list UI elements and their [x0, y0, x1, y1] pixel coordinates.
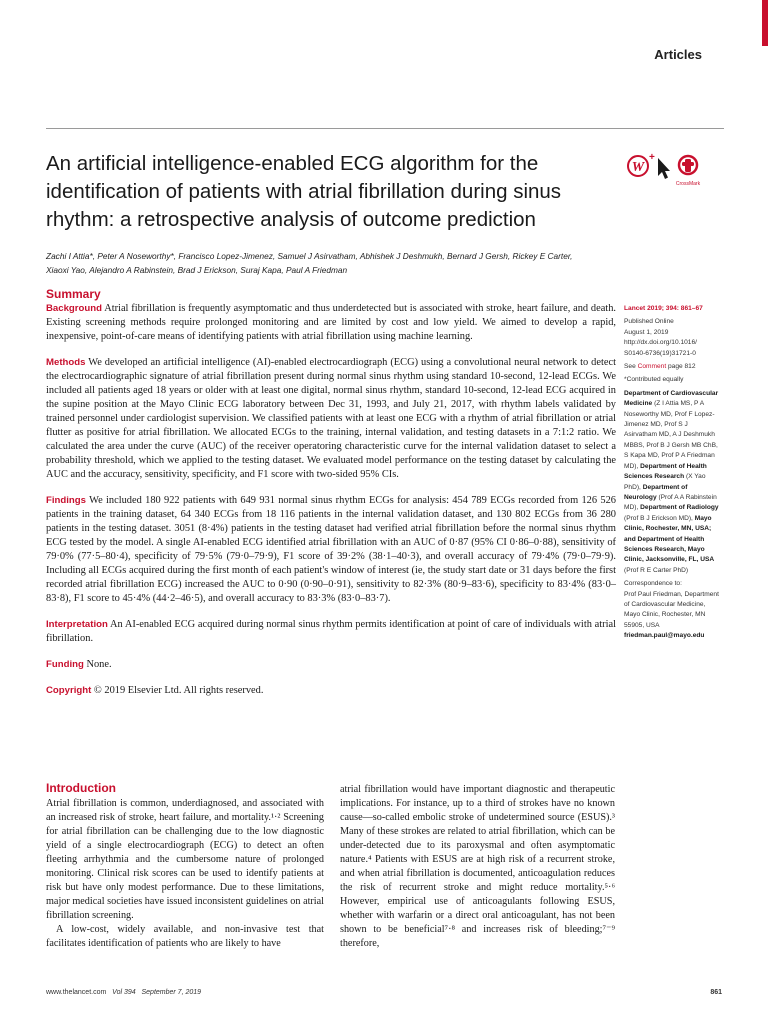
- abstract-funding: [46, 658, 616, 672]
- abstract: [46, 302, 616, 710]
- background-text: Atrial fibrillation is frequently asymptomatic and thus underdetected but is associated with stroke, heart failure, and death. Existing screening methods require prolonged monitoring and are limited by cost and low yield. We aimed to develop a rapid, inexpensive, point-of-care means of identifying patients with atrial fibrillation using machine learning.: [46, 303, 616, 342]
- page-number: 861: [710, 989, 722, 996]
- affiliation-institutions: Mayo Clinic, Rochester, MN, USA; and Department of Health Sciences Research, Mayo Clinic, Jacksonville, FL, USA: [624, 514, 715, 564]
- footer-date: September 7, 2019: [141, 989, 202, 996]
- body-column-right: [340, 783, 615, 951]
- section-label: Articles: [654, 47, 702, 62]
- correspondence-email[interactable]: friedman.paul@mayo.edu: [624, 632, 705, 640]
- affiliation-neurology: Department of Neurology: [624, 483, 688, 501]
- affiliation-cardiology: Department of Cardiovascular Medicine: [624, 389, 719, 408]
- see-suffix: page 812: [668, 363, 696, 371]
- affiliations: [624, 389, 720, 576]
- article-title: An artificial intelligence-enabled ECG algorithm for the identification of patients with atrial fibrillation during sinus rhythm: a retrospective analysis of outcome prediction: [46, 152, 562, 231]
- article-icons: [626, 152, 706, 192]
- affiliation-health-sciences: Department of Health Sciences Research: [624, 462, 707, 481]
- summary-heading: Summary: [46, 287, 101, 301]
- publication-date: August 1, 2019: [624, 328, 669, 336]
- citation-text: Lancet 2019; 394: 861–67: [624, 305, 703, 312]
- article-sidebar: [624, 304, 720, 645]
- abstract-interpretation: [46, 618, 616, 646]
- abstract-methods: [46, 356, 616, 482]
- interpretation-text: An AI-enabled ECG acquired during normal sinus rhythm permits identification at point of care of individuals with atrial fibrillation.: [46, 619, 616, 644]
- copyright-text: © 2019 Elsevier Ltd. All rights reserved.: [93, 685, 264, 696]
- correspondence-label: Correspondence to:: [624, 580, 682, 588]
- cursor-icon: [658, 158, 670, 179]
- affiliation-health-sciences-people: (X Yao PhD),: [624, 473, 706, 491]
- funding-label: Funding: [46, 659, 84, 670]
- svg-text:+: +: [649, 152, 655, 163]
- correspondence-address: Prof Paul Friedman, Department of Cardiovascular Medicine, Mayo Clinic, Rochester, MN 55905, USA: [624, 590, 719, 629]
- abstract-findings: [46, 494, 616, 606]
- methods-text: We developed an artificial intelligence (AI)-enabled electrocardiograph (ECG) using a convolutional neural network to detect the electrocardiographic signature of atrial fibrillation present during normal sinus rhythm using standard 10-second, 12-lead ECGs. We included all patients aged 18 years or older with at least one digital, normal sinus rhythm, standard 10-second, 12-lead ECG acquired in the supine position at the Mayo Clinic ECG laboratory between Dec 31, 1993, and July 21, 2017, with rhythm labels validated by trained personnel under cardiologist supervision. We classified patients with at least one ECG with a rhythm of atrial fibrillation or atrial flutter as positive for atrial fibrillation. We allocated ECGs to the training, internal validation, and testing datasets in a 7:1:2 ratio. We calculated the area under the curve (AUC) of the receiver operatoring characteristic curve for the internal validation dataset to select a probability threshold, which we applied to the testing dataset. We evaluated model performance on the testing dataset by calculating the AUC and the accuracy, sensitivity, specificity, and F1 score with two-sided 95% CIs.: [46, 357, 616, 480]
- introduction-heading: Introduction: [46, 781, 116, 795]
- publication-info: [624, 317, 720, 359]
- authors-line-2: Xiaoxi Yao, Alejandro A Rabinstein, Brad J Erickson, Suraj Kapa, Paul A Friedman: [46, 265, 348, 275]
- lancet-w-icon: [628, 152, 655, 176]
- intro-paragraph-continued: atrial fibrillation would have important diagnostic and therapeutic implications. For instance, up to a third of strokes have no known cause—so-called embolic stroke of undetermined source (ESUS).³ Many of these strokes are related to atrial fibrillation, which can be under-detected due to its paroxysmal and often asymptomatic nature.⁴ Patients with ESUS are at high risk of a recurrent stroke, and when atrial fibrillation is documented, anticoagulation reduces the risk of recurrent stroke and might reduce mortality.⁵·⁶ However, empirical use of anticoagulants following ESUS, whether with warfarin or a direct oral anticoagulant, has not been shown to be beneficial⁷·⁸ and increases risk of bleeding;⁷⁻⁹ therefore,: [340, 784, 615, 949]
- affiliation-radiology: Department of Radiology: [640, 504, 719, 512]
- edge-marker: [762, 0, 768, 46]
- interpretation-label: Interpretation: [46, 619, 108, 630]
- findings-text: We included 180 922 patients with 649 931 normal sinus rhythm ECGs for analysis: 454 789 ECGs recorded from 126 526 patients in the training dataset, 64 340 ECGs from 18 116 patients in the internal validation dataset, and 130 802 ECGs from 36 280 patients in the testing dataset. 3051 (8·4%) patients in the testing dataset had verified atrial fibrillation before the normal sinus rhythm ECG tested by the model. A single AI-enabled ECG identified atrial fibrillation with an AUC of 0·87 (95% CI 0·86–0·88), sensitivity of 79·0% (77·5–80·4), specificity of 79·5% (79·0–79·9), F1 score of 39·2% (38·1–40·3), and overall accuracy of 79·4% (79·0–79·9). Including all ECGs acquired during the first month of each patient's window of interest (ie, the study start date or 31 days before the first recorded atrial fibrillation ECG) increased the AUC to 0·90 (0·90–0·91), sensitivity to 82·3% (80·9–83·6), specificity to 83·4% (83·0–83·8), F1 score to 45·4% (44·2–46·5), and overall accuracy to 83·3% (83·0–83·7).: [46, 495, 616, 604]
- crossmark-label: CrossMark: [675, 181, 701, 187]
- comment-link[interactable]: Comment: [637, 363, 667, 371]
- intro-paragraph-2: A low-cost, widely available, and non-invasive test that facilitates identification of patients who are likely to have: [46, 924, 324, 949]
- methods-label: Methods: [46, 357, 86, 368]
- findings-label: Findings: [46, 495, 86, 506]
- body-column-left: [46, 797, 324, 951]
- crossmark-icon: [676, 156, 701, 187]
- funding-text: None.: [86, 659, 112, 670]
- see-comment: [624, 362, 720, 372]
- footer-volume: Vol 394: [112, 989, 136, 996]
- affiliation-neurology-people: (Prof A A Rabinstein MD),: [624, 493, 717, 512]
- svg-text:W: W: [631, 160, 645, 175]
- affiliation-institutions-people: (Prof R E Carter PhD): [624, 566, 689, 574]
- page-footer: [46, 989, 722, 1003]
- correspondence: [624, 579, 720, 641]
- footer-journal-info: [46, 989, 201, 996]
- footer-site: www.thelancet.com: [46, 989, 107, 996]
- see-prefix: See: [624, 363, 636, 371]
- header-divider: [46, 128, 724, 129]
- doi-link-part2[interactable]: S0140-6736(19)31721-0: [624, 349, 696, 357]
- abstract-copyright: [46, 684, 616, 698]
- copyright-label: Copyright: [46, 685, 92, 696]
- doi-link-part1[interactable]: http://dx.doi.org/10.1016/: [624, 339, 697, 347]
- affiliation-radiology-people: (Prof B J Erickson MD),: [624, 514, 693, 522]
- contributed-note: *Contributed equally: [624, 376, 684, 384]
- authors-line-1: Zachi I Attia*, Peter A Noseworthy*, Francisco Lopez-Jimenez, Samuel J Asirvatham, Abhishek J Deshmukh, Bernard J Gersh, Rickey E Carter,: [46, 251, 573, 261]
- citation: [624, 304, 720, 314]
- author-list: [46, 249, 626, 277]
- published-online: Published Online: [624, 318, 674, 326]
- intro-paragraph-1: Atrial fibrillation is common, underdiagnosed, and associated with an increased risk of stroke, heart failure, and mortality.¹·² Screening for atrial fibrillation can be challenging due to the low diagnostic yield of a single electrocardiograph (ECG) to detect an often fleeting arrhythmia and the cumbersome nature of prolonged monitoring. Clinical risk scores can be used to identify patients at risk but have only modest performance. Due to these limitations, major medical societies have issued inconsistent guidelines on atrial fibrillation screening.: [46, 798, 324, 921]
- affiliation-cardiology-people: (Z I Attia MS, P A Noseworthy MD, Prof F Lopez-Jimenez MD, Prof S J Asirvatham MD, A J Deshmukh MBBS, Prof B J Gersh MB ChB, S Kapa MD, Prof P A Friedman MD),: [624, 400, 718, 470]
- abstract-background: [46, 302, 616, 344]
- icons-svg: [626, 152, 706, 192]
- background-label: Background: [46, 303, 102, 314]
